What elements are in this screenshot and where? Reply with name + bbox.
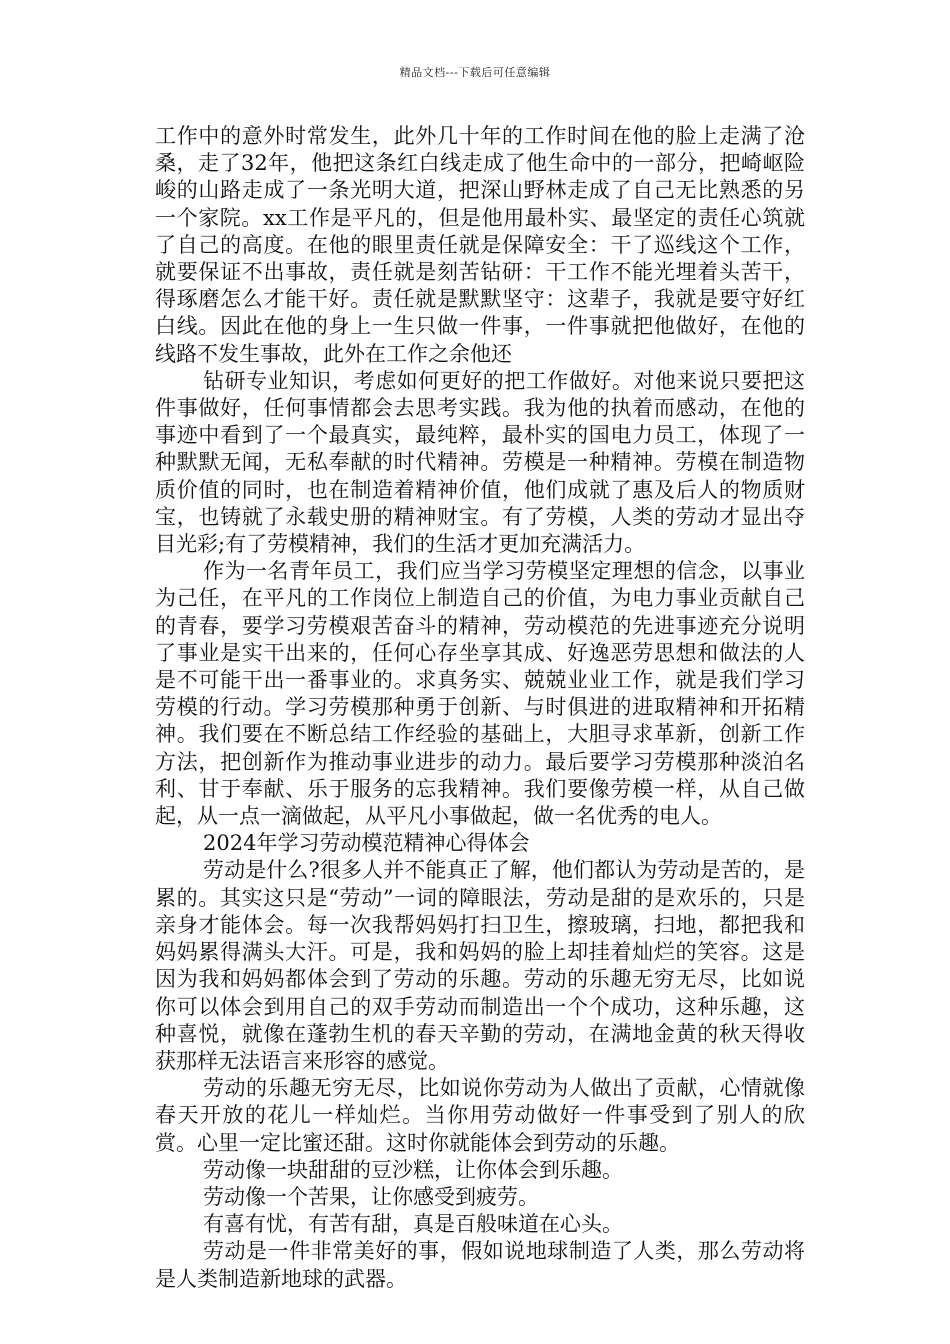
paragraph: 钻研专业知识，考虑如何更好的把工作做好。对他来说只要把这件事做好，任何事情都会去思考实践。我为他的执着而感动，在他的事迹中看到了一个最真实，最纯粹，最朴实的国电力员工，体现了一种默默无闻，无私奉献的时代精神。劳模是一种精神。劳模在制造物质价值的同时，也在制造着精神价值，他们成就了惠及后人的物质财宝，也铸就了永载史册的精神财宝。有了劳模，人类的劳动才显出夺目光彩;有了劳模精神，我们的生活才更加充满活力。 [155,368,805,557]
paragraph: 有喜有忧，有苦有甜，真是百般味道在心头。 [203,1212,623,1237]
paragraph: 工作中的意外时常发生，此外几十年的工作时间在他的脸上走满了沧桑，走了32年，他把这条红白线走成了他生命中的一部分，把崎岖险峻的山路走成了一条光明大道，把深山野林走成了自己无比熟悉的另一个家院。xx工作是平凡的，但是他用最朴实、最坚定的责任心筑就了自己的高度。在他的眼里责任就是保障安全：干了巡线这个工作，就要保证不出事故，责任就是刻苦钻研：干工作不能光埋着头苦干，得琢磨怎么才能干好。责任就是默默坚守：这辈子，我就是要守好红白线。因此在他的身上一生只做一件事，一件事就把他做好，在他的线路不发生事故，此外在工作之余他还 [155,124,805,366]
document-body [155,123,805,1293]
section-heading: 2024年学习劳动模范精神心得体会 [203,831,530,856]
paragraph: 作为一名青年员工，我们应当学习劳模坚定理想的信念，以事业为己任，在平凡的工作岗位上制造自己的价值，为电力事业贡献自己的青春，要学习劳模艰苦奋斗的精神，劳动模范的先进事迹充分说明了事业是实干出来的，任何心存坐享其成、好逸恶劳思想和做法的人是不可能干出一番事业的。求真务实、兢兢业业工作，就是我们学习劳模的行动。学习劳模那种勇于创新、与时俱进的进取精神和开拓精神。我们要在不断总结工作经验的基础上，大胆寻求革新，创新工作方法，把创新作为推动事业进步的动力。最后要学习劳模那种淡泊名利、甘于奉献、乐于服务的忘我精神。我们要像劳模一样，从自己做起，从一点一滴做起，从平凡小事做起，做一名优秀的电人。 [155,559,805,829]
paragraph: 劳动像一块甜甜的豆沙糕，让你体会到乐趣。 [203,1157,623,1182]
paragraph: 劳动的乐趣无穷无尽，比如说你劳动为人做出了贡献，心情就像春天开放的花儿一样灿烂。当你用劳动做好一件事受到了别人的欣赏。心里一定比蜜还甜。这时你就能体会到劳动的乐趣。 [155,1076,805,1155]
paragraph: 劳动是一件非常美好的事，假如说地球制造了人类，那么劳动将是人类制造新地球的武器。 [155,1239,805,1291]
paragraph: 劳动像一个苦果，让你感受到疲劳。 [203,1184,539,1209]
page-header: 精品文档---下载后可任意编辑 [399,66,551,79]
paragraph: 劳动是什么?很多人并不能真正了解，他们都认为劳动是苦的，是累的。其实这只是“劳动”一词的障眼法，劳动是甜的是欢乐的，只是亲身才能体会。每一次我帮妈妈打扫卫生，擦玻璃，扫地，都把我和妈妈累得满头大汗。可是，我和妈妈的脸上却挂着灿烂的笑容。这是因为我和妈妈都体会到了劳动的乐趣。劳动的乐趣无穷无尽，比如说你可以体会到用自己的双手劳动而制造出一个个成功，这种乐趣，这种喜悦，就像在蓬勃生机的春天辛勤的劳动，在满地金黄的秋天得收获那样无法语言来形容的感觉。 [155,858,805,1073]
